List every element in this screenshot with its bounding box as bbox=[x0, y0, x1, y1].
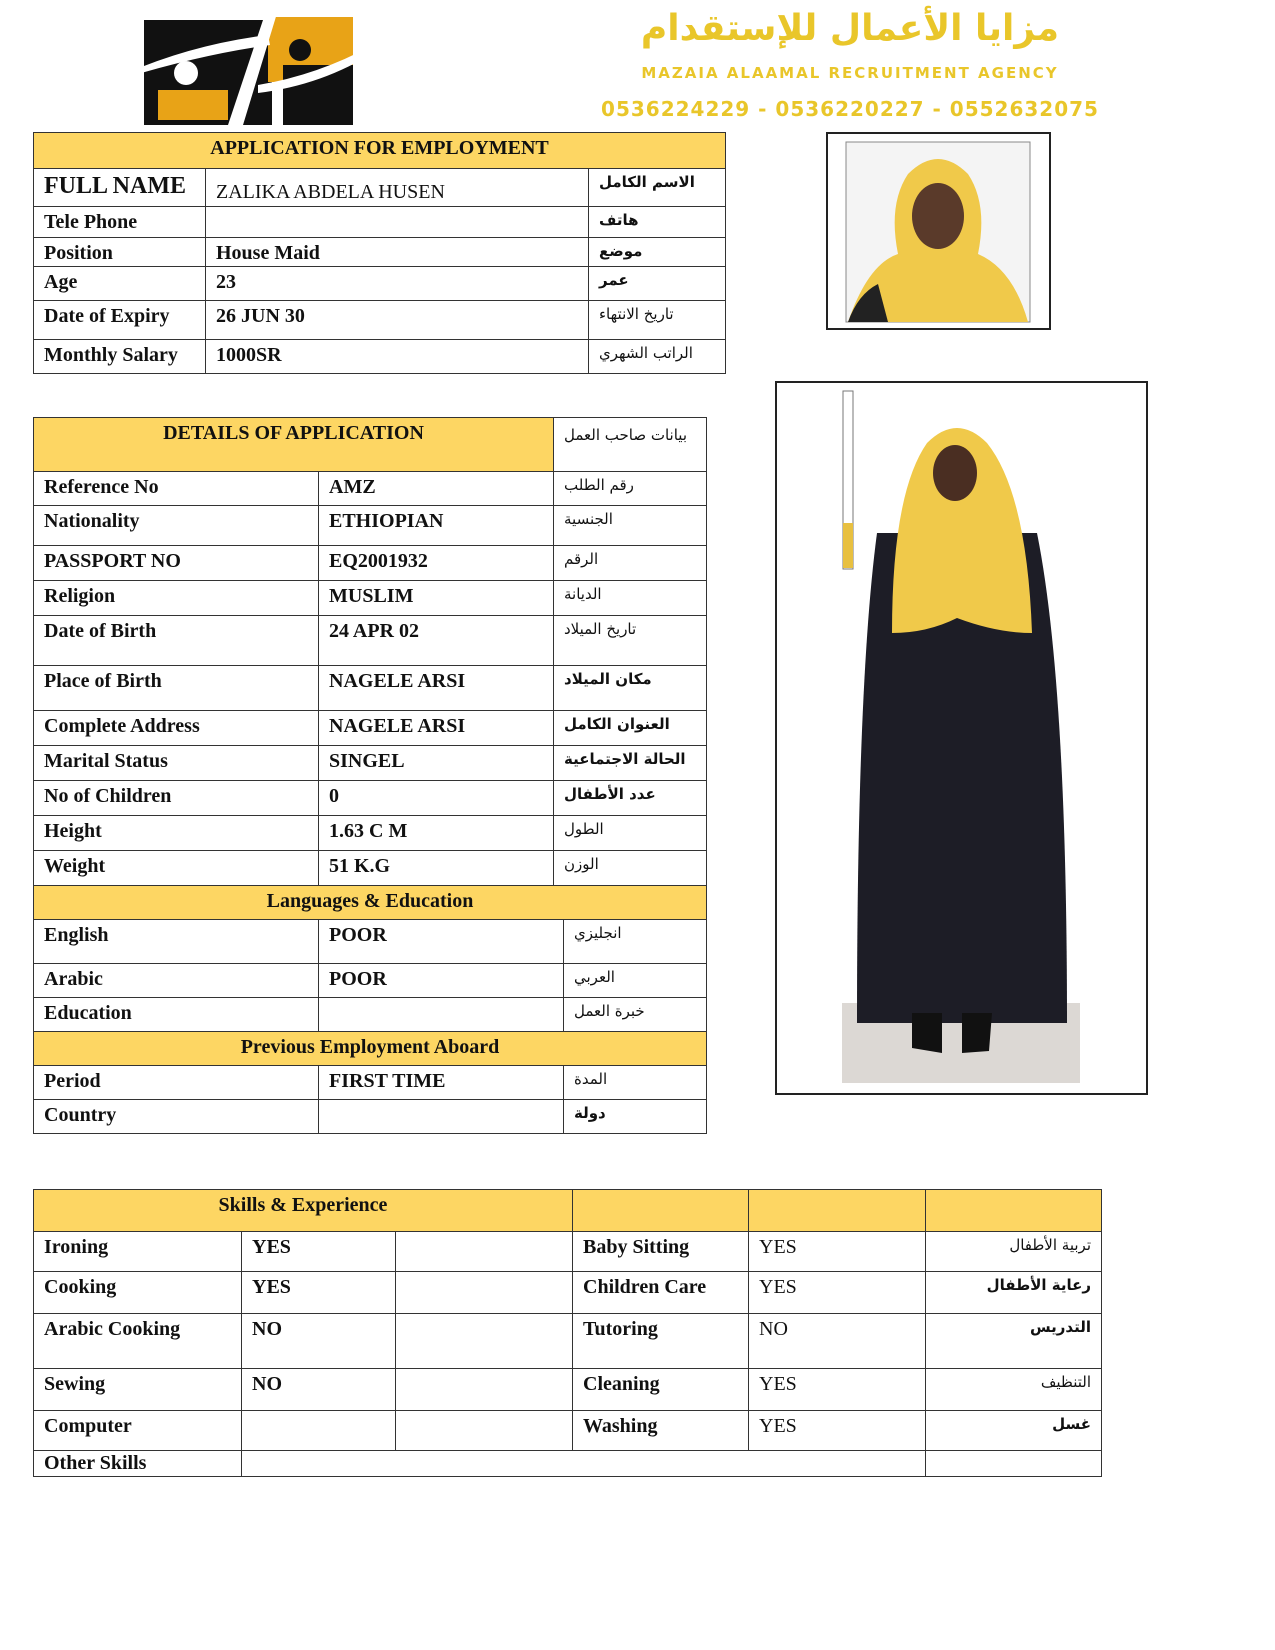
field-label: Reference No bbox=[34, 472, 319, 506]
skill-label: Sewing bbox=[34, 1369, 242, 1411]
skill-label-arabic: رعاية الأطفال bbox=[926, 1272, 1102, 1314]
agency-logo bbox=[118, 5, 378, 130]
field-label-arabic: دولة bbox=[564, 1100, 707, 1134]
skill-value: YES bbox=[749, 1272, 926, 1314]
field-label: Position bbox=[34, 238, 206, 267]
full-name-value: ZALIKA ABDELA HUSEN bbox=[206, 169, 589, 207]
english-value: POOR bbox=[319, 920, 564, 964]
field-label-arabic: عدد الأطفال bbox=[554, 781, 707, 816]
skill-value: NO bbox=[242, 1314, 396, 1369]
field-label: Country bbox=[34, 1100, 319, 1134]
field-label: Place of Birth bbox=[34, 666, 319, 711]
field-label-arabic: الوزن bbox=[554, 851, 707, 886]
nationality-value: ETHIOPIAN bbox=[319, 506, 554, 546]
field-label: Complete Address bbox=[34, 711, 319, 746]
field-label: FULL NAME bbox=[34, 169, 206, 207]
skill-value: YES bbox=[749, 1232, 926, 1272]
skill-label: Tutoring bbox=[573, 1314, 749, 1369]
skill-label: Children Care bbox=[573, 1272, 749, 1314]
skills-title: Skills & Experience bbox=[34, 1190, 573, 1232]
skill-value: NO bbox=[749, 1314, 926, 1369]
field-label: Tele Phone bbox=[34, 207, 206, 238]
skill-value: YES bbox=[749, 1411, 926, 1451]
full-body-photo bbox=[775, 381, 1148, 1095]
skill-label: Washing bbox=[573, 1411, 749, 1451]
field-label-arabic: عمر bbox=[589, 267, 726, 301]
field-label-arabic: الراتب الشهري bbox=[589, 340, 726, 374]
skill-label: Computer bbox=[34, 1411, 242, 1451]
field-label-arabic: المدة bbox=[564, 1066, 707, 1100]
field-label-arabic: انجليزي bbox=[564, 920, 707, 964]
weight-value: 51 K.G bbox=[319, 851, 554, 886]
religion-value: MUSLIM bbox=[319, 581, 554, 616]
field-label-arabic: خبرة العمل bbox=[564, 998, 707, 1032]
application-table bbox=[33, 132, 726, 374]
details-title: DETAILS OF APPLICATION bbox=[34, 418, 554, 472]
field-label-arabic: تاريخ الانتهاء bbox=[589, 301, 726, 340]
skill-label: Cooking bbox=[34, 1272, 242, 1314]
other-skills-label: Other Skills bbox=[34, 1451, 242, 1477]
age-value: 23 bbox=[206, 267, 589, 301]
field-label: Height bbox=[34, 816, 319, 851]
field-label-arabic: رقم الطلب bbox=[554, 472, 707, 506]
skill-label: Cleaning bbox=[573, 1369, 749, 1411]
skill-value: YES bbox=[242, 1232, 396, 1272]
skill-label-arabic: التنظيف bbox=[926, 1369, 1102, 1411]
children-value: 0 bbox=[319, 781, 554, 816]
skill-label: Baby Sitting bbox=[573, 1232, 749, 1272]
skill-label-arabic: التدريس bbox=[926, 1314, 1102, 1369]
field-label-arabic: الديانة bbox=[554, 581, 707, 616]
reference-value: AMZ bbox=[319, 472, 554, 506]
field-label: Period bbox=[34, 1066, 319, 1100]
field-label: Weight bbox=[34, 851, 319, 886]
field-label: Nationality bbox=[34, 506, 319, 546]
field-label: No of Children bbox=[34, 781, 319, 816]
height-value: 1.63 C M bbox=[319, 816, 554, 851]
field-label-arabic: الرقم bbox=[554, 546, 707, 581]
field-label: Religion bbox=[34, 581, 319, 616]
country-value bbox=[319, 1100, 564, 1134]
field-label-arabic: الطول bbox=[554, 816, 707, 851]
skill-value bbox=[242, 1411, 396, 1451]
expiry-value: 26 JUN 30 bbox=[206, 301, 589, 340]
field-label: Monthly Salary bbox=[34, 340, 206, 374]
other-skills-value bbox=[242, 1451, 926, 1477]
position-value: House Maid bbox=[206, 238, 589, 267]
details-title-arabic: بيانات صاحب العمل bbox=[554, 418, 707, 472]
application-title: APPLICATION FOR EMPLOYMENT bbox=[34, 133, 726, 169]
field-label-arabic: الاسم الكامل bbox=[589, 169, 726, 207]
field-label-arabic: هاتف bbox=[589, 207, 726, 238]
field-label: Marital Status bbox=[34, 746, 319, 781]
field-label: Arabic bbox=[34, 964, 319, 998]
field-label: English bbox=[34, 920, 319, 964]
marital-value: SINGEL bbox=[319, 746, 554, 781]
skills-table bbox=[33, 1189, 1102, 1477]
field-label-arabic: العربي bbox=[564, 964, 707, 998]
field-label-arabic: الحالة الاجتماعية bbox=[554, 746, 707, 781]
passport-value: EQ2001932 bbox=[319, 546, 554, 581]
skill-value: YES bbox=[749, 1369, 926, 1411]
skill-label: Arabic Cooking bbox=[34, 1314, 242, 1369]
field-label: Date of Expiry bbox=[34, 301, 206, 340]
details-table bbox=[33, 417, 707, 1134]
skill-value: NO bbox=[242, 1369, 396, 1411]
field-label: Education bbox=[34, 998, 319, 1032]
salary-value: 1000SR bbox=[206, 340, 589, 374]
field-label-arabic: تاريخ الميلاد bbox=[554, 616, 707, 666]
field-label-arabic: الجنسية bbox=[554, 506, 707, 546]
portrait-photo bbox=[826, 132, 1051, 330]
skill-value: YES bbox=[242, 1272, 396, 1314]
skill-label-arabic: تربية الأطفال bbox=[926, 1232, 1102, 1272]
field-label: Age bbox=[34, 267, 206, 301]
agency-name-english: MAZAIA ALAAMAL RECRUITMENT AGENCY bbox=[641, 64, 1059, 82]
address-value: NAGELE ARSI bbox=[319, 711, 554, 746]
field-label-arabic: موضع bbox=[589, 238, 726, 267]
education-value bbox=[319, 998, 564, 1032]
field-label-arabic: مكان الميلاد bbox=[554, 666, 707, 711]
languages-title: Languages & Education bbox=[34, 886, 707, 920]
birthplace-value: NAGELE ARSI bbox=[319, 666, 554, 711]
skill-label-arabic: غسل bbox=[926, 1411, 1102, 1451]
field-label-arabic: العنوان الكامل bbox=[554, 711, 707, 746]
field-label: PASSPORT NO bbox=[34, 546, 319, 581]
agency-phones: 0536224229 - 0536220227 - 0552632075 bbox=[601, 97, 1099, 121]
telephone-value bbox=[206, 207, 589, 238]
arabic-value: POOR bbox=[319, 964, 564, 998]
skill-label: Ironing bbox=[34, 1232, 242, 1272]
dob-value: 24 APR 02 bbox=[319, 616, 554, 666]
period-value: FIRST TIME bbox=[319, 1066, 564, 1100]
previous-employment-title: Previous Employment Aboard bbox=[34, 1032, 707, 1066]
field-label: Date of Birth bbox=[34, 616, 319, 666]
agency-name-arabic: مزايا الأعمال للإستقدام bbox=[640, 8, 1060, 49]
